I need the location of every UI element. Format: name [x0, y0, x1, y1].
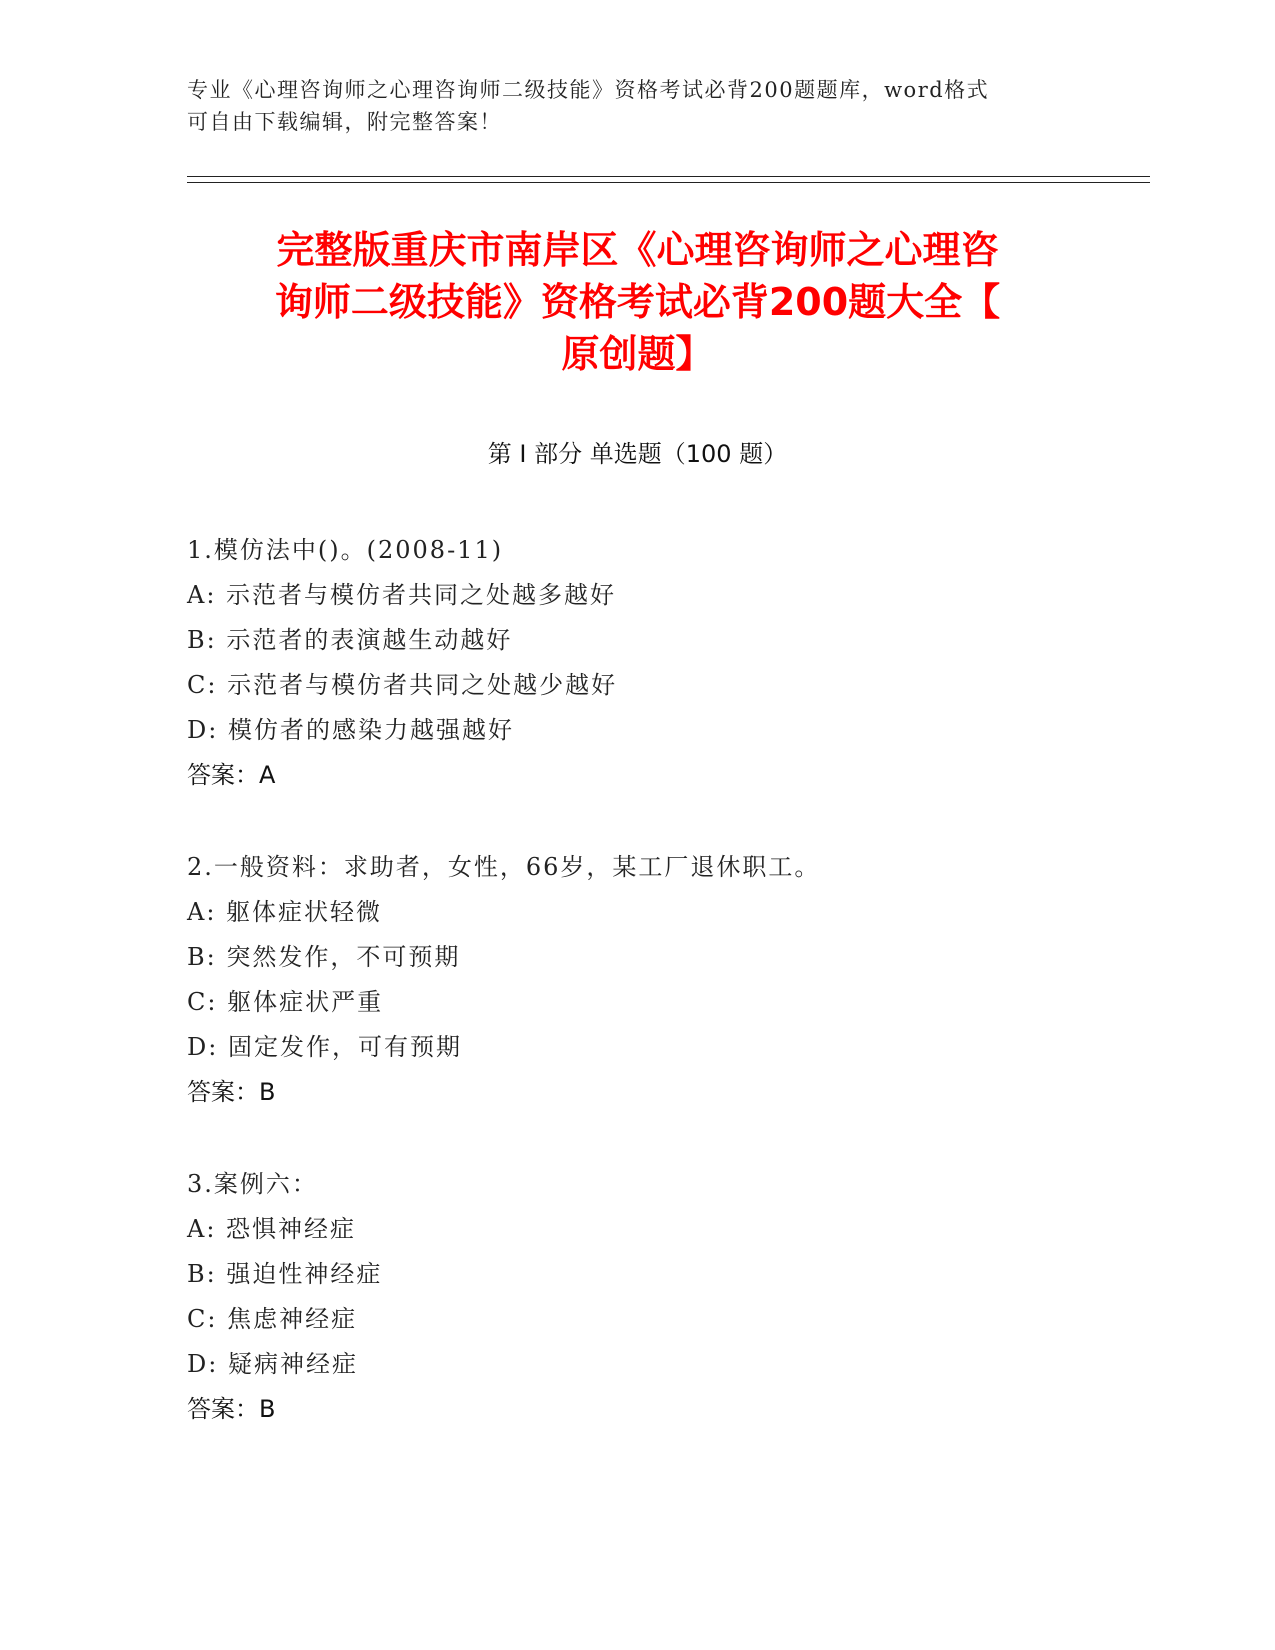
option-c: C: 焦虑神经症	[187, 1305, 358, 1333]
option-b: B: 强迫性神经症	[187, 1260, 383, 1288]
question-stem: 1.模仿法中()。(2008-11)	[187, 536, 504, 564]
question-item	[187, 1162, 1147, 1432]
option-a: A: 恐惧神经症	[187, 1215, 357, 1243]
question-stem: 3.案例六：	[187, 1170, 318, 1198]
question-list	[187, 528, 1147, 1479]
option-a: A: 躯体症状轻微	[187, 898, 383, 926]
document-title	[190, 224, 1085, 380]
option-b: B: 突然发作，不可预期	[187, 943, 461, 971]
document-title-line: 原创题】	[561, 332, 714, 376]
document-title-line: 完整版重庆市南岸区《心理咨询师之心理咨	[276, 228, 999, 272]
header-divider	[187, 176, 1150, 183]
question-stem: 2.一般资料：求助者，女性，66岁，某工厂退休职工。	[187, 853, 821, 881]
header-note	[187, 74, 1067, 138]
option-d: D: 固定发作，可有预期	[187, 1033, 462, 1061]
answer-line: 答案：A	[187, 761, 276, 789]
option-b: B: 示范者的表演越生动越好	[187, 626, 513, 654]
document-title-line: 询师二级技能》资格考试必背200题大全【	[274, 280, 1001, 324]
answer-line: 答案：B	[187, 1078, 276, 1106]
question-item	[187, 528, 1147, 798]
option-d: D: 疑病神经症	[187, 1350, 358, 1378]
section-title: 第 I 部分 单选题（100 题）	[487, 440, 788, 468]
header-note-line: 可自由下载编辑，附完整答案！	[187, 110, 502, 134]
header-note-line: 专业《心理咨询师之心理咨询师二级技能》资格考试必背200题题库，word格式	[187, 78, 990, 102]
option-c: C: 躯体症状严重	[187, 988, 384, 1016]
option-a: A: 示范者与模仿者共同之处越多越好	[187, 581, 617, 609]
option-d: D: 模仿者的感染力越强越好	[187, 716, 514, 744]
question-item	[187, 845, 1147, 1115]
option-c: C: 示范者与模仿者共同之处越少越好	[187, 671, 618, 699]
answer-line: 答案：B	[187, 1395, 276, 1423]
